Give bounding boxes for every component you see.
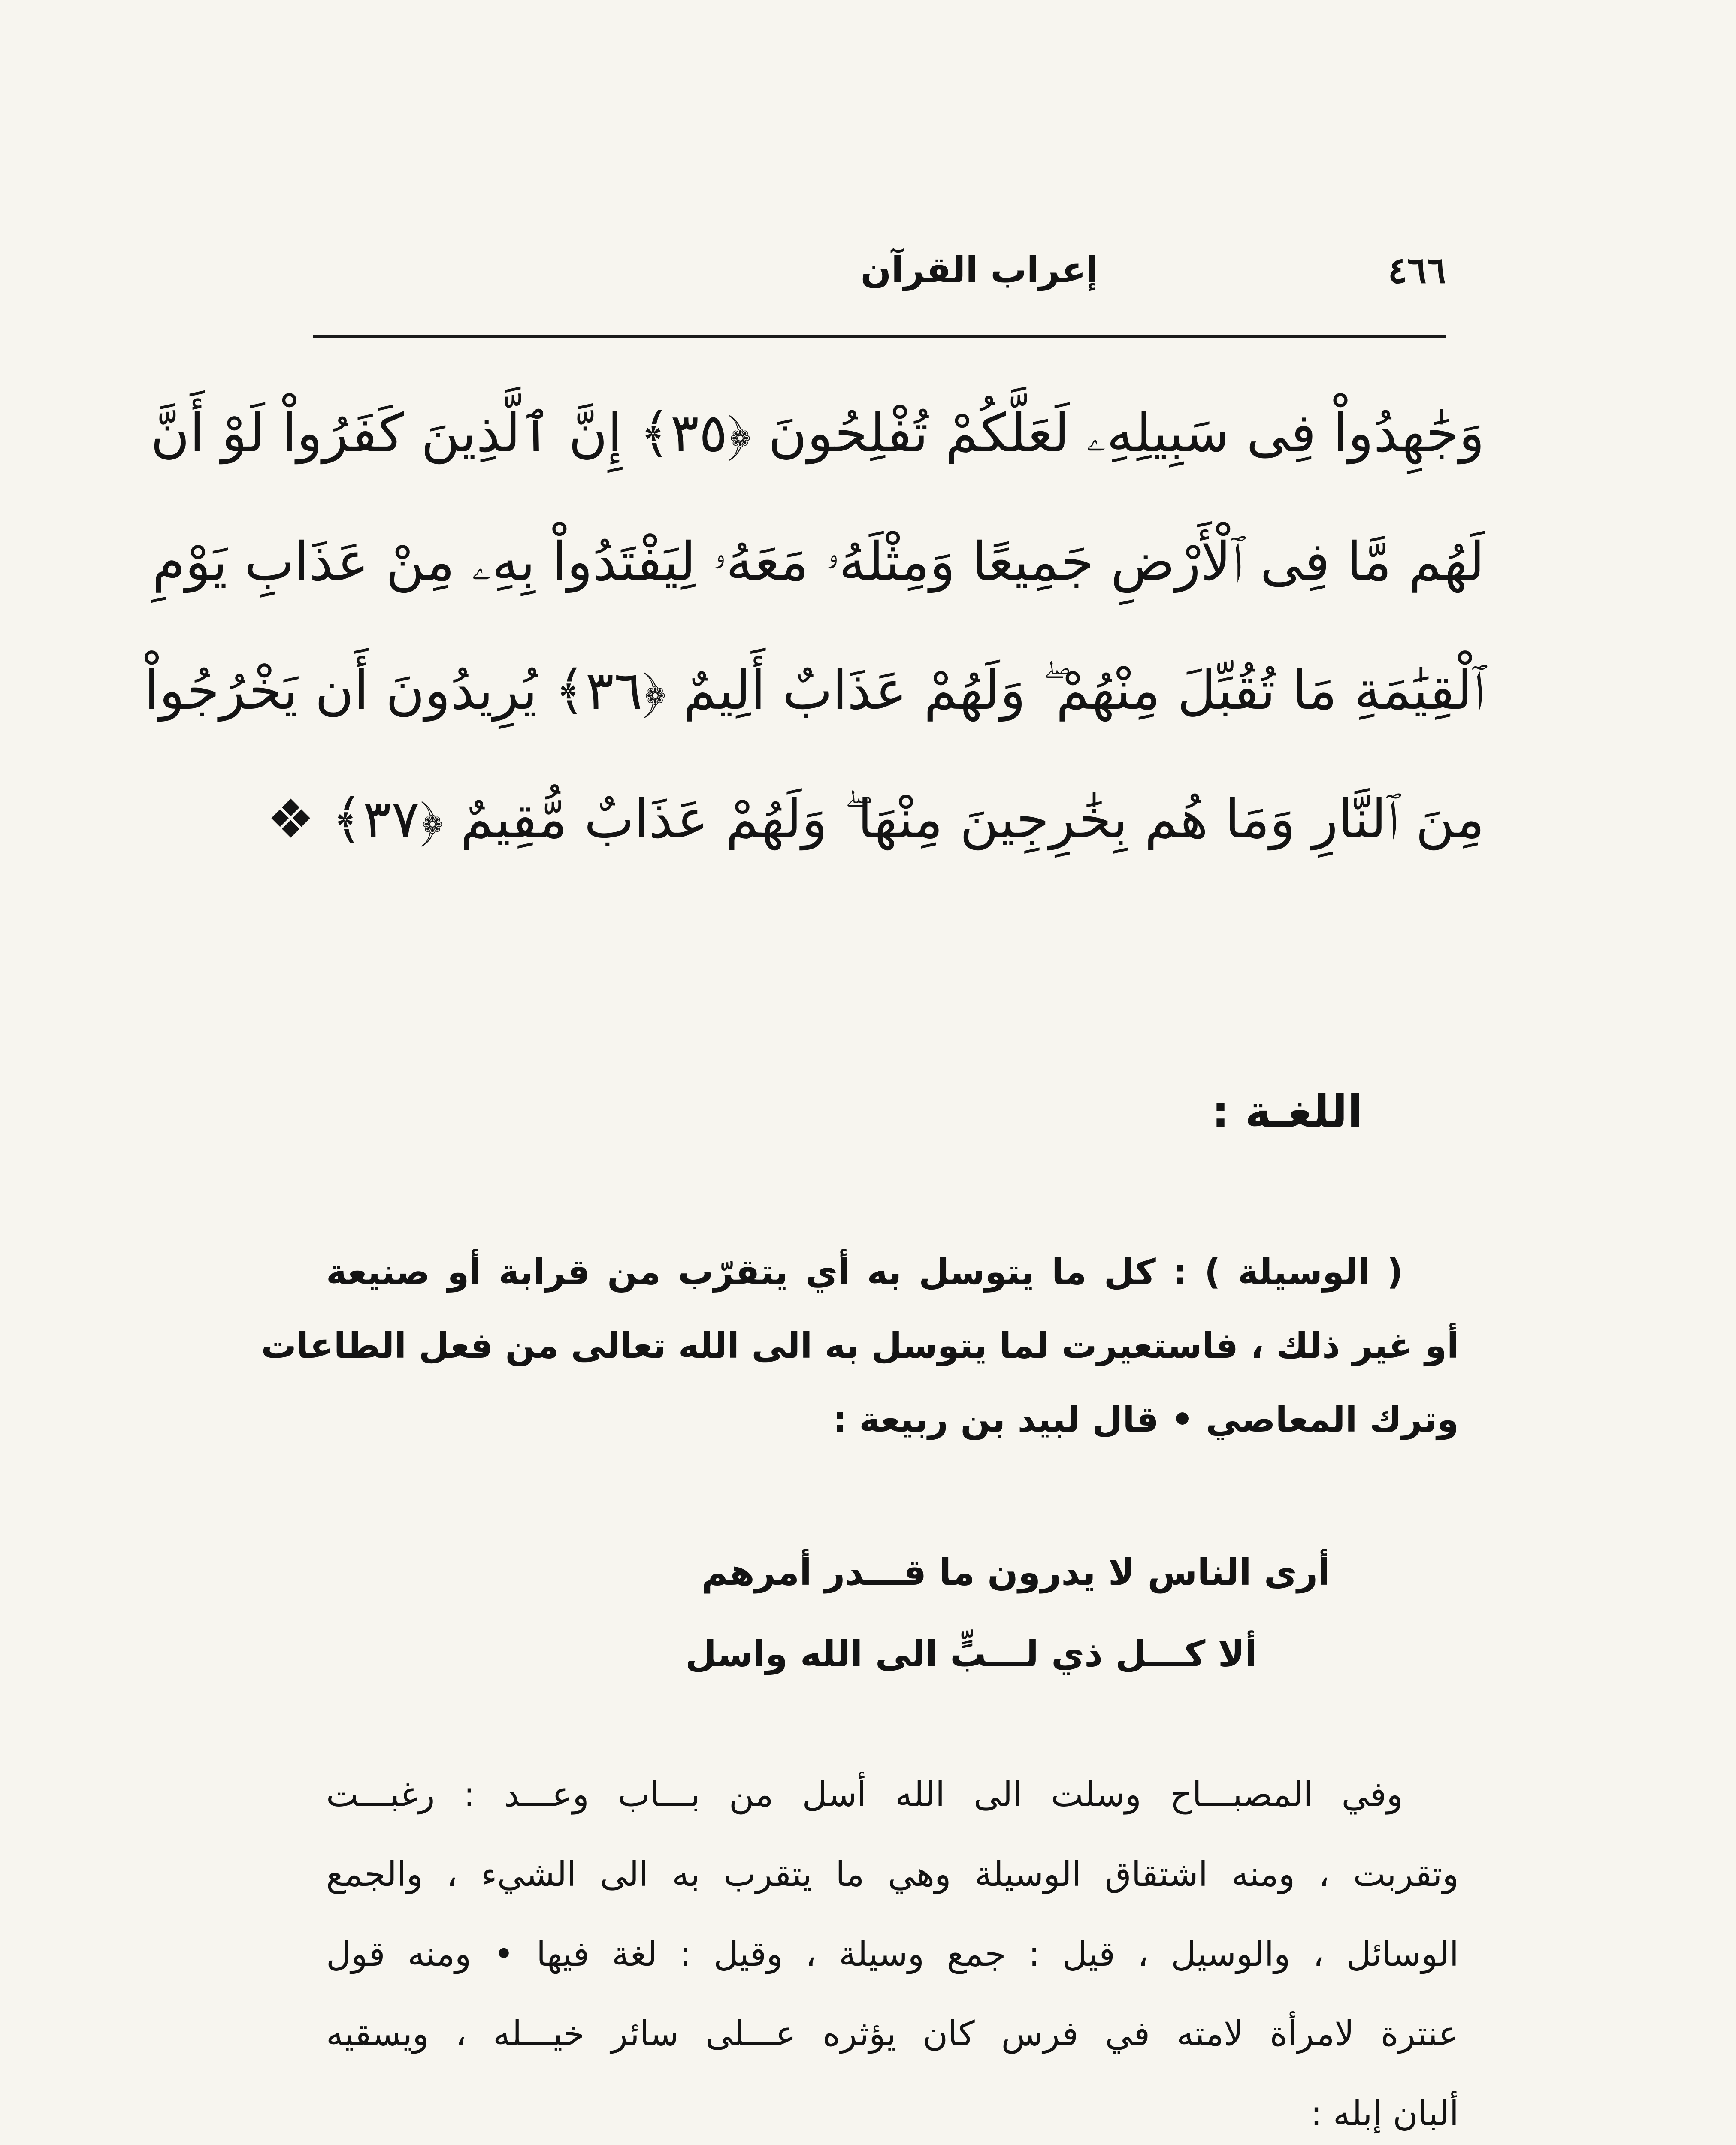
paragraph-line: وفي المصبـــاح وسلت الى الله أسل من بـــاب وعـــد : رغبـــت bbox=[326, 1774, 1403, 1814]
paragraph-line: ( الوسيلة ) : كل ما يتوسل به أي يتقرّب من قرابة أو صنيعة bbox=[326, 1252, 1403, 1293]
page-number: ٤٦٦ bbox=[1388, 249, 1446, 291]
paragraph-line: ألبان إبله : bbox=[1310, 2094, 1459, 2133]
section-heading: اللغـة : bbox=[1211, 1085, 1363, 1138]
verse-line: لَهُم مَّا فِى ٱلْأَرْضِ جَمِيعًا وَمِثْلَهُۥ مَعَهُۥ لِيَفْتَدُواْ بِهِۦ مِنْ عَذَابِ يَوْمِ bbox=[152, 531, 1485, 593]
poem-hemistich-first: أرى الناس لا يدرون ما قـــدر أمرهم bbox=[701, 1551, 1330, 1593]
poem-hemistich-second: ألا كـــل ذي لـــبٍّ الى الله واسل bbox=[685, 1633, 1257, 1675]
verse-line: ٱلْقِيَٰمَةِ مَا تُقُبِّلَ مِنْهُمْ ۖ وَلَهُمْ عَذَابٌ أَلِيمٌ ﴿٣٦﴾ يُرِيدُونَ أَن يَخْرُجُواْ bbox=[144, 660, 1485, 722]
paragraph-line: أو غير ذلك ، فاستعيرت لما يتوسل به الى الله تعالى من فعل الطاعات bbox=[261, 1326, 1459, 1366]
header-rule bbox=[313, 335, 1446, 338]
quran-verses bbox=[144, 369, 1485, 884]
paragraph-line: الوسائل ، والوسيل ، قيل : جمع وسيلة ، وقيل : لغة فيها • ومنه قول bbox=[326, 1934, 1459, 1974]
paragraph-line: عنترة لامرأة لامته في فرس كان يؤثره عـــلى سائر خيـــله ، ويسقيه bbox=[326, 2014, 1459, 2054]
paragraph-definition bbox=[261, 1236, 1459, 1457]
verse-line: مِنَ ٱلنَّارِ وَمَا هُم بِخَٰرِجِينَ مِنْهَا ۖ وَلَهُمْ عَذَابٌ مُّقِيمٌ ﴿٣٧﴾ ❖ bbox=[266, 789, 1485, 850]
page-header bbox=[313, 240, 1446, 317]
running-title: إعراب القرآن bbox=[860, 249, 1098, 291]
poem-verse bbox=[429, 1532, 1330, 1695]
verse-line: وَجَٰهِدُواْ فِى سَبِيلِهِۦ لَعَلَّكُمْ تُفْلِحُونَ ﴿٣٥﴾ إِنَّ ٱلَّذِينَ كَفَرُواْ لَوْ أَنَّ bbox=[151, 402, 1485, 464]
paragraph-line: وتقربت ، ومنه اشتقاق الوسيلة وهي ما يتقرب به الى الشيء ، والجمع bbox=[326, 1854, 1459, 1894]
paragraph-line: وترك المعاصي • قال لبيد بن ربيعة : bbox=[833, 1399, 1459, 1440]
paragraph-misbah bbox=[326, 1755, 1459, 2145]
